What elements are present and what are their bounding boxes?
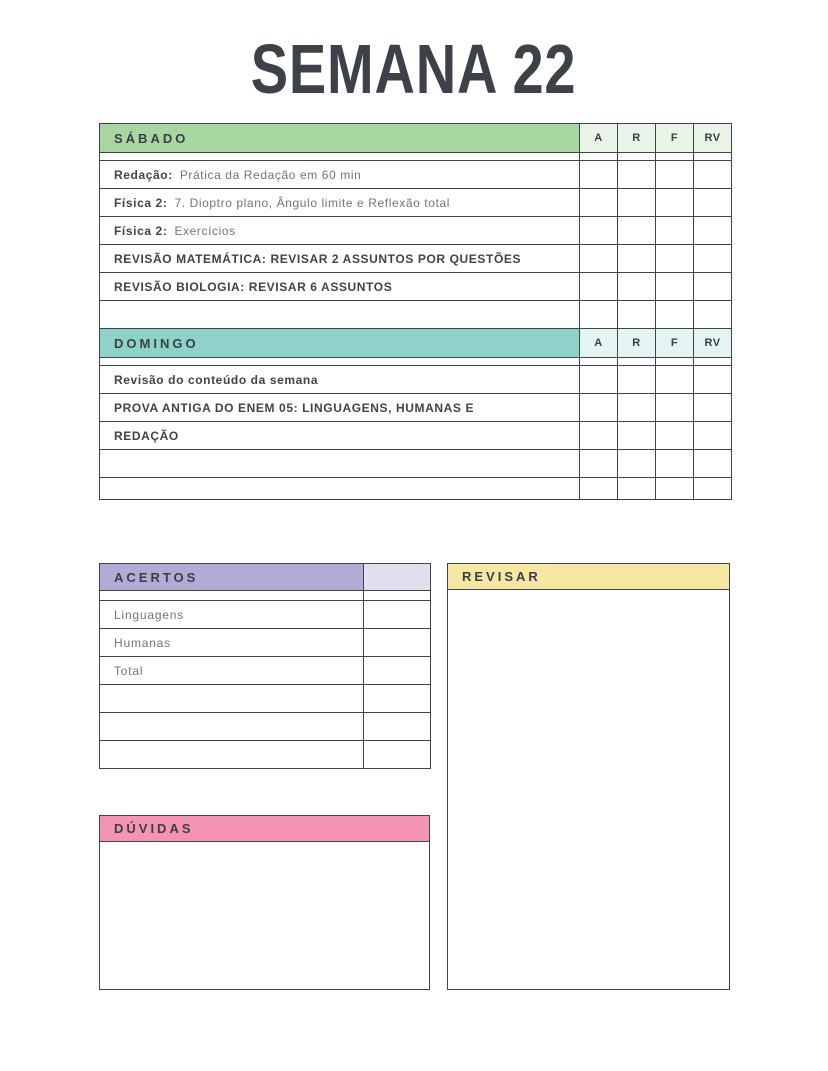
sunday-header-row <box>100 329 732 358</box>
acertos-score-cell <box>364 629 431 657</box>
mark-cell <box>656 301 694 329</box>
mark-cell <box>694 478 732 500</box>
mark-cell <box>618 394 656 422</box>
acertos-row <box>100 629 431 657</box>
task-description: 7. Dioptro plano, Ângulo limite e Reflexão total <box>174 195 451 210</box>
revisar-notes-area <box>447 590 730 990</box>
saturday-header-label: SÁBADO <box>100 124 580 153</box>
mark-cell <box>656 366 694 394</box>
sunday-task-row <box>100 422 732 450</box>
mark-cell <box>618 189 656 217</box>
column-header-f: F <box>656 124 694 153</box>
mark-cell <box>656 161 694 189</box>
acertos-row <box>100 657 431 685</box>
page-header <box>0 30 828 108</box>
task-description: Prática da Redação em 60 min <box>179 167 362 182</box>
mark-cell <box>694 217 732 245</box>
acertos-header-label: ACERTOS <box>100 564 364 591</box>
page-title: SEMANA 22 <box>251 30 577 108</box>
mark-cell <box>618 422 656 450</box>
mark-cell <box>618 217 656 245</box>
acertos-score-cell <box>364 713 431 741</box>
mark-cell <box>618 478 656 500</box>
sunday-task-row <box>100 450 732 478</box>
acertos-table <box>99 563 431 769</box>
acertos-row-label <box>100 741 364 769</box>
acertos-row <box>100 685 431 713</box>
column-header-rv: RV <box>694 329 732 358</box>
task-subject: Revisão do conteúdo da semana <box>114 372 319 387</box>
column-header-a: A <box>580 329 618 358</box>
saturday-task-row <box>100 189 732 217</box>
mark-cell <box>694 189 732 217</box>
mark-cell <box>694 422 732 450</box>
task-description: Exercícios <box>174 223 236 238</box>
acertos-row-label: Linguagens <box>100 601 364 629</box>
mark-cell <box>580 217 618 245</box>
sunday-task-row <box>100 366 732 394</box>
saturday-task-row <box>100 217 732 245</box>
mark-cell <box>580 301 618 329</box>
task-label <box>100 245 580 273</box>
mark-cell <box>694 366 732 394</box>
duvidas-header-label: DÚVIDAS <box>114 821 194 836</box>
task-label <box>100 161 580 189</box>
acertos-header-row <box>100 564 431 591</box>
mark-cell <box>618 273 656 301</box>
sunday-header-label: DOMINGO <box>100 329 580 358</box>
mark-cell <box>580 478 618 500</box>
acertos-row <box>100 741 431 769</box>
task-subject: REDAÇÃO <box>114 428 179 443</box>
task-label <box>100 478 580 500</box>
revisar-header-label: REVISAR <box>462 569 541 584</box>
acertos-score-cell <box>364 741 431 769</box>
mark-cell <box>694 161 732 189</box>
saturday-header-row <box>100 124 732 153</box>
saturday-task-row <box>100 245 732 273</box>
spacer-row <box>100 591 431 601</box>
acertos-row-label <box>100 713 364 741</box>
task-label <box>100 422 580 450</box>
mark-cell <box>656 478 694 500</box>
mark-cell <box>694 245 732 273</box>
mark-cell <box>580 245 618 273</box>
task-subject: Física 2: <box>114 223 168 238</box>
mark-cell <box>618 301 656 329</box>
task-subject: REVISÃO BIOLOGIA: REVISAR 6 ASSUNTOS <box>114 279 393 294</box>
mark-cell <box>580 189 618 217</box>
acertos-row-label: Total <box>100 657 364 685</box>
acertos-score-cell <box>364 657 431 685</box>
revisar-header <box>447 563 730 590</box>
mark-cell <box>618 161 656 189</box>
task-label <box>100 301 580 329</box>
task-subject: PROVA ANTIGA DO ENEM 05: LINGUAGENS, HUMANAS E <box>114 400 475 415</box>
mark-cell <box>694 301 732 329</box>
mark-cell <box>618 366 656 394</box>
mark-cell <box>580 273 618 301</box>
task-label <box>100 273 580 301</box>
mark-cell <box>694 273 732 301</box>
column-header-rv: RV <box>694 124 732 153</box>
mark-cell <box>656 217 694 245</box>
mark-cell <box>580 394 618 422</box>
task-subject: REVISÃO MATEMÁTICA: REVISAR 2 ASSUNTOS POR QUESTÕES <box>114 251 522 266</box>
column-header-r: R <box>618 329 656 358</box>
task-subject: Redação: <box>114 167 173 182</box>
acertos-row-label: Humanas <box>100 629 364 657</box>
sunday-task-row <box>100 478 732 500</box>
mark-cell <box>656 245 694 273</box>
task-label <box>100 189 580 217</box>
mark-cell <box>618 450 656 478</box>
column-header-r: R <box>618 124 656 153</box>
column-header-f: F <box>656 329 694 358</box>
mark-cell <box>618 245 656 273</box>
weekend-schedule-table <box>99 123 732 500</box>
saturday-task-row <box>100 301 732 329</box>
mark-cell <box>694 450 732 478</box>
column-header-a: A <box>580 124 618 153</box>
acertos-score-column-header <box>364 564 431 591</box>
task-subject: Física 2: <box>114 195 168 210</box>
task-label <box>100 366 580 394</box>
mark-cell <box>694 394 732 422</box>
saturday-task-row <box>100 161 732 189</box>
spacer-row <box>100 153 732 161</box>
acertos-score-cell <box>364 601 431 629</box>
mark-cell <box>580 450 618 478</box>
acertos-row <box>100 713 431 741</box>
mark-cell <box>580 161 618 189</box>
acertos-row-label <box>100 685 364 713</box>
mark-cell <box>656 422 694 450</box>
mark-cell <box>580 422 618 450</box>
acertos-score-cell <box>364 685 431 713</box>
saturday-task-row <box>100 273 732 301</box>
sunday-task-row <box>100 394 732 422</box>
task-label <box>100 450 580 478</box>
mark-cell <box>656 189 694 217</box>
duvidas-header <box>99 815 430 842</box>
mark-cell <box>656 273 694 301</box>
acertos-row <box>100 601 431 629</box>
task-label <box>100 217 580 245</box>
duvidas-notes-area <box>99 842 430 990</box>
mark-cell <box>580 366 618 394</box>
spacer-row <box>100 358 732 366</box>
mark-cell <box>656 450 694 478</box>
task-label <box>100 394 580 422</box>
mark-cell <box>656 394 694 422</box>
